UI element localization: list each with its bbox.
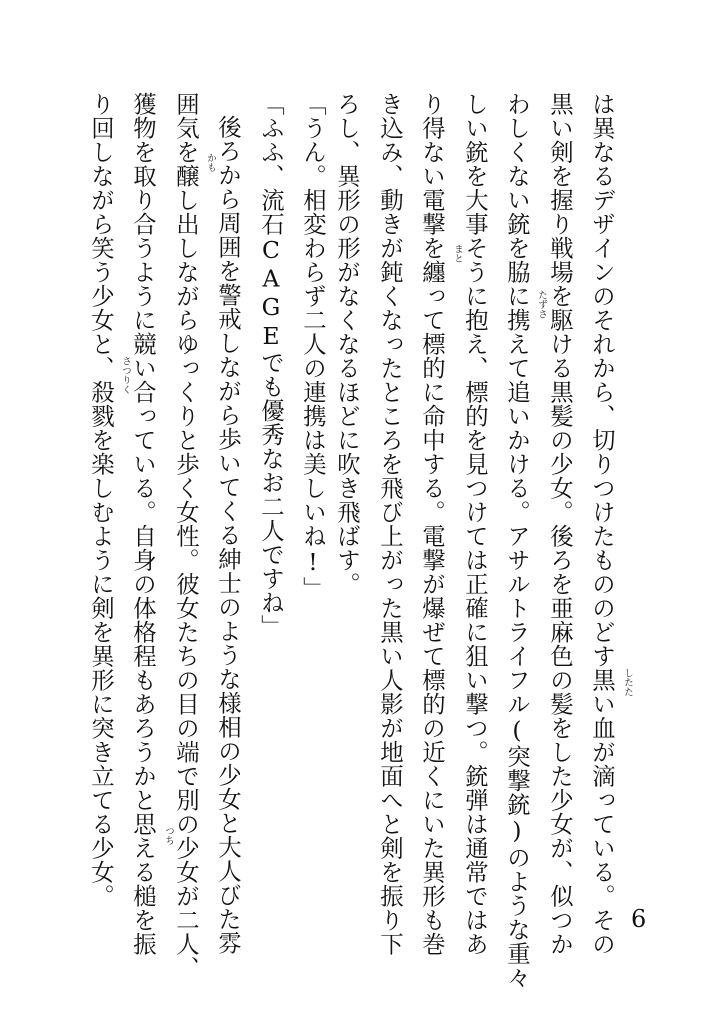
text-line-10: 後ろから周囲を警戒しながら歩いてくる紳士のような様相の少女と大人びた雰	[214, 115, 242, 955]
ruby-kamo: かも	[205, 153, 216, 172]
text-line-3: わしくない銃を脇に携えて追いかける。アサルトライフル(突撃銃)のような重々	[503, 92, 531, 990]
text-line-1: は異なるデザインのそれから、切りつけたもののどす黒い血が滴っている。その	[588, 92, 616, 956]
text-line-5: り得ない電撃を纏って標的に命中する。電撃が爆ぜて標的の近くにいた異形も巻	[418, 92, 446, 956]
page-number: 6	[631, 905, 647, 933]
text-line-4: しい銃を大事そうに抱え、標的を見つけては正確に狙い撃つ。銃弾は通常ではあ	[461, 92, 489, 956]
text-line-2: 黒い剣を握り戦場を駆ける黒髪の少女。後ろを亜麻色の髪をした少女が、似つか	[546, 92, 574, 956]
ruby-shitata: したた	[622, 668, 633, 697]
text-line-11: 囲気を醸し出しながらゆっくりと歩く女性。彼女たちの目の端で別の少女が二人、	[172, 92, 200, 980]
text-line-6: き込み、動きが鈍くなったところを飛び上がった黒い人影が地面へと剣を振り下	[376, 92, 404, 956]
ruby-tazusa: たずさ	[536, 290, 547, 319]
text-line-7: ろし、異形の形がなくなるほどに吹き飛ばす。	[333, 92, 361, 596]
ruby-satsuriku: さつりく	[120, 356, 131, 394]
text-line-8: 「うん。相変わらず二人の連携は美しいね!」	[299, 92, 327, 601]
text-line-12: 獲物を取り合うように競い合っている。自身の体格程もあろうかと思える槌を振	[129, 92, 157, 956]
text-line-13: り回しながら笑う少女と、殺戮を楽しむように剣を異形に突き立てる少女。	[87, 92, 115, 908]
ruby-tsuchi: つち	[163, 826, 174, 845]
ruby-mato: まと	[452, 244, 463, 263]
text-line-9: 「ふふ、流石CAGEでも優秀なお二人ですね」	[257, 92, 285, 639]
